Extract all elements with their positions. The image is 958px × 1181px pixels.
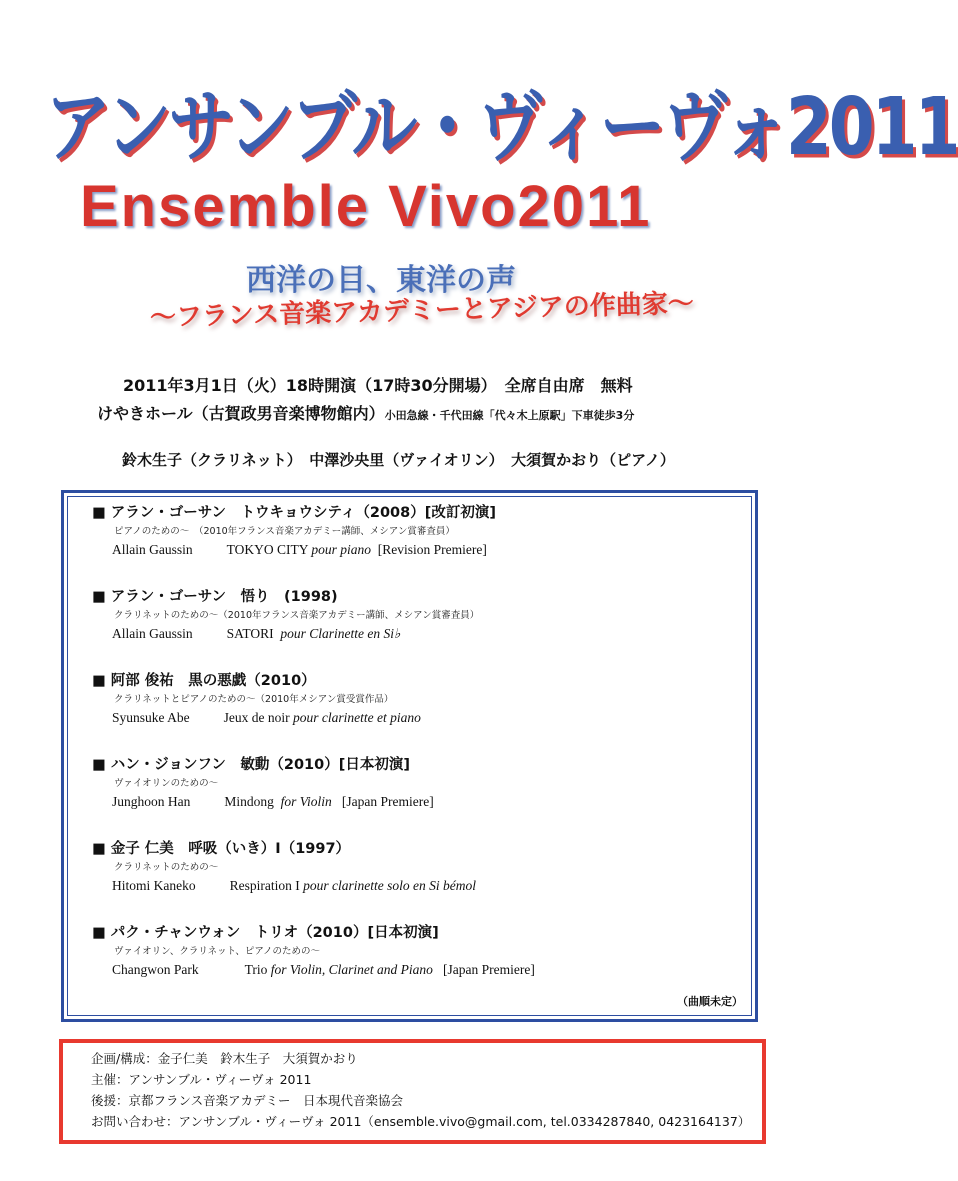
piece-title-italic: for Violin bbox=[280, 794, 332, 809]
credit-contact: お問い合わせ：アンサンブル・ヴィーヴォ 2011（ensemble.vivo@gmail.com, tel.0334287840, 0423164137） bbox=[91, 1114, 751, 1129]
piece-title-italic: pour clarinette et piano bbox=[292, 710, 421, 725]
piece-description: クラリネットとピアノのための～（2010年メシアン賞受賞作品） bbox=[114, 694, 394, 705]
premiere-note: [Japan Premiere] bbox=[443, 962, 535, 977]
piece-heading: ■ 阿部 俊祐 黒の悪戯（2010） bbox=[92, 673, 316, 689]
venue-access: 小田急線・千代田線「代々木上原駅」下車徒歩3分 bbox=[384, 409, 635, 422]
premiere-note: [Japan Premiere] bbox=[341, 794, 434, 809]
piece-description: ヴァイオリン、クラリネット、ピアノのための～ bbox=[114, 946, 321, 957]
composer-name: Junghoon Han bbox=[112, 794, 191, 809]
program-inner-frame bbox=[67, 496, 752, 1016]
order-note: （曲順未定） bbox=[677, 995, 743, 1008]
program-box bbox=[61, 490, 758, 1022]
piece-title-italic: pour clarinette solo en Si bémol bbox=[303, 878, 476, 893]
title-japanese: アンサンブル・ヴィーヴォ2011 bbox=[45, 80, 958, 174]
composer-name: Allain Gaussin bbox=[112, 542, 193, 557]
piece-english-line bbox=[92, 540, 496, 560]
credits-box bbox=[59, 1039, 766, 1144]
piece-title-italic: pour piano bbox=[311, 542, 372, 557]
credit-planning: 企画/構成：金子仁美 鈴木生子 大須賀かおり bbox=[91, 1051, 358, 1066]
piece-english-line bbox=[92, 876, 476, 896]
venue-name: けやきホール（古賀政男音楽博物館内） bbox=[97, 404, 385, 423]
venue-line bbox=[97, 401, 634, 429]
program-item bbox=[92, 586, 479, 644]
piece-heading: ■ パク・チャンウォン トリオ（2010）[日本初演] bbox=[92, 925, 439, 941]
piece-english-line bbox=[92, 624, 479, 644]
piece-title: Mindong bbox=[224, 794, 274, 809]
title-english: Ensemble Vivo2011 bbox=[80, 174, 652, 239]
date-time-line: 2011年3月1日（火）18時開演（17時30分開場） 全席自由席 無料 bbox=[123, 376, 633, 395]
piece-english-line bbox=[92, 792, 434, 812]
piece-description: クラリネットのための～ bbox=[114, 862, 219, 873]
premiere-note: [Revision Premiere] bbox=[377, 542, 487, 557]
subtitle-primary: 西洋の目、東洋の声 bbox=[246, 263, 516, 298]
program-item bbox=[92, 838, 476, 896]
piece-title: SATORI bbox=[226, 626, 274, 641]
subtitle-secondary: ～フランス音楽アカデミーとアジアの作曲家～ bbox=[149, 288, 695, 333]
piece-title: Trio bbox=[244, 962, 268, 977]
program-item bbox=[92, 922, 535, 980]
piece-title: Jeux de noir bbox=[223, 710, 290, 725]
composer-name: Allain Gaussin bbox=[112, 626, 193, 641]
piece-title: Respiration I bbox=[229, 878, 300, 893]
composer-name: Syunsuke Abe bbox=[112, 710, 190, 725]
program-item bbox=[92, 754, 434, 812]
piece-heading: ■ ハン・ジョンフン 敏動（2010）[日本初演] bbox=[92, 757, 410, 773]
program-item bbox=[92, 502, 496, 560]
credit-organizer: 主催：アンサンブル・ヴィーヴォ 2011 bbox=[91, 1072, 312, 1087]
piece-heading: ■ 金子 仁美 呼吸（いき）I（1997） bbox=[92, 841, 351, 857]
piece-english-line bbox=[92, 708, 421, 728]
credit-support: 後援：京都フランス音楽アカデミー 日本現代音楽協会 bbox=[91, 1093, 404, 1108]
piece-title: TOKYO CITY bbox=[226, 542, 308, 557]
performers-line: 鈴木生子（クラリネット） 中澤沙央里（ヴァイオリン） 大須賀かおり（ピアノ） bbox=[122, 451, 675, 469]
piece-english-line bbox=[92, 960, 535, 980]
piece-heading: ■ アラン・ゴーサン 悟り (1998) bbox=[92, 589, 338, 605]
piece-heading: ■ アラン・ゴーサン トウキョウシティ（2008）[改訂初演] bbox=[92, 505, 496, 521]
piece-description: ヴァイオリンのための～ bbox=[114, 778, 219, 789]
piece-description: クラリネットのための～（2010年フランス音楽アカデミー講師、メシアン賞審査員） bbox=[114, 610, 480, 621]
composer-name: Changwon Park bbox=[112, 962, 199, 977]
piece-description: ピアノのための～ （2010年フランス音楽アカデミー講師、メシアン賞審査員） bbox=[114, 526, 455, 537]
composer-name: Hitomi Kaneko bbox=[112, 878, 196, 893]
piece-title-italic: pour Clarinette en Si♭ bbox=[280, 626, 401, 641]
program-item bbox=[92, 670, 421, 728]
piece-title-italic: for Violin, Clarinet and Piano bbox=[270, 962, 433, 977]
